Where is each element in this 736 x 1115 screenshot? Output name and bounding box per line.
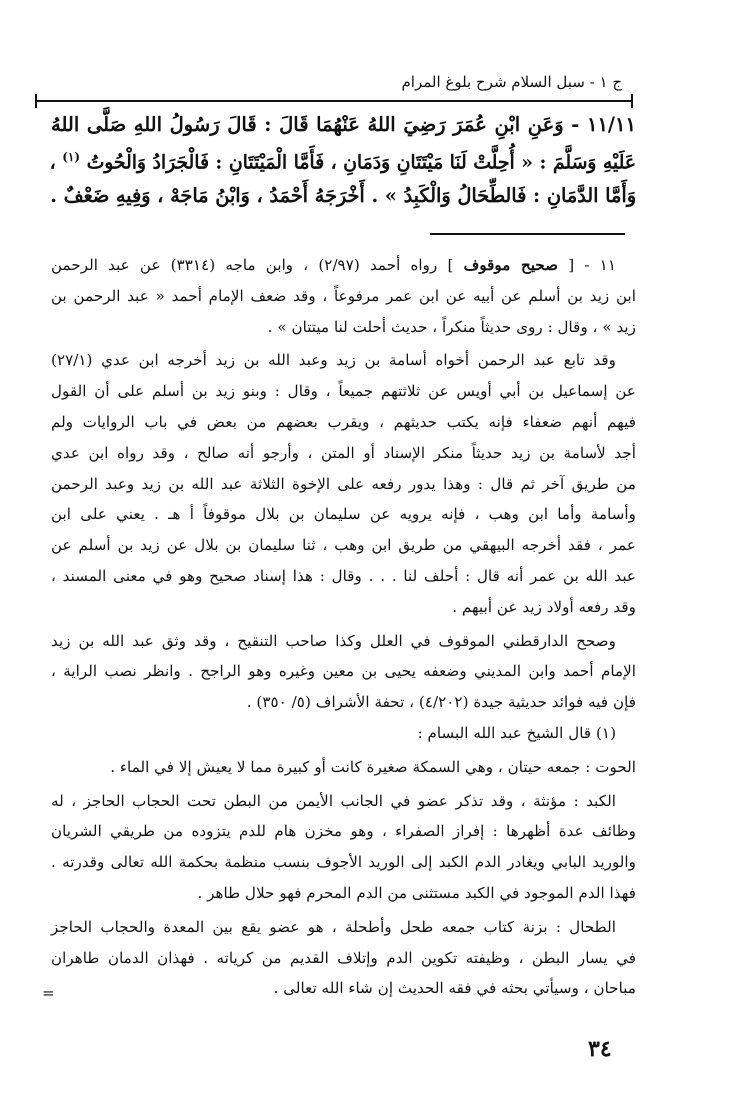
hadith-text <box>51 108 636 212</box>
footnote-line: الحوت : جمعه حيتان ، وهي السمكة صغيرة كانت أو كبيرة مما لا يعيش إلا في الماء . <box>110 757 636 776</box>
footnote-tihal <box>51 912 636 1004</box>
footnote-line: والوريد البابي ويغادر الدم الكبد إلى الوريد الأجوف بنسب منظمة بحكمة الله تعالى وقدرته . <box>51 853 636 872</box>
continuation-mark: = <box>42 984 55 1002</box>
hadith-line-text: عَلَيْهِ وَسَلَّمَ : « أُحِلَّتْ لَنَا مَيْتَتَانِ وَدَمَانِ ، فَأَمَّا الْمَيْتَتَانِ : فَالْجَرَادُ وَالْحُوتُ <box>86 151 636 174</box>
commentary-line <box>51 250 636 281</box>
footnote-marker: (١) <box>62 150 81 164</box>
commentary <box>51 250 636 1007</box>
section-divider <box>430 233 625 235</box>
takhrij-paragraph <box>51 250 636 342</box>
running-header: ج ١ - سبل السلام شرح بلوغ المرام <box>401 73 622 91</box>
commentary-line: فإن فيه فوائد حديثية جيدة (٤/٢٠٢) ، تحفة الأشراف (٥/ ٣٥٠) . <box>246 693 636 712</box>
commentary-line: وقد رفعه أولاد زيد عن أبيهم . <box>452 597 636 616</box>
commentary-line: عبد الله بن عمر أنه قال : أحلف لنا . . . وقال : هذا إسناد صحيح وهو في معنى المسند ، <box>51 566 636 585</box>
footnote-line: في يسار البطن ، وظيفته تكوين الدم وإتلاف القديم من كرياته . فهذان الدمان طاهران <box>51 948 636 967</box>
footnote-line: وظائف عدة أظهرها : إفراز الصفراء ، وهو مخزن هام للدم يتزوده من طريقي الشريان <box>51 822 636 841</box>
footnote-line: مباحان ، وسيأتي بحثه في فقه الحديث إن شاء الله تعالى . <box>273 979 636 998</box>
commentary-line: عن إسماعيل بن أبي أويس عن ثلاثتهم جميعاً ، وقال : وبنو زيد بن أسلم على أن القول <box>51 382 636 401</box>
commentary-line: ابن زيد بن أسلم عن أبيه عن ابن عمر مرفوعاً ، وقد ضعف الإمام أحمد « عبد الرحمن بن <box>51 286 636 305</box>
commentary-paragraph <box>51 345 636 622</box>
footnote-hut <box>51 752 636 783</box>
hadith-line <box>51 141 636 179</box>
header-rule-left-tick <box>35 94 37 108</box>
commentary-line: أجد لأسامة بن زيد حديثاً منكر الإسناد أو المتن ، وأرجو أنه صالح ، وقد رواه ابن عدي <box>51 443 636 462</box>
commentary-paragraph <box>51 626 636 749</box>
takhrij-text: ] رواه أحمد (٢/٩٧) ، وابن ماجه (٣٣١٤) عن عبد الرحمن <box>51 256 464 274</box>
commentary-line: وقد تابع عبد الرحمن أخواه أسامة بن زيد وعبد الله بن زيد أخرجه ابن عدي (٢٧/١) <box>51 351 616 370</box>
footnote-line: الكبد : مؤنثة ، وقد تذكر عضو في الجانب الأيمن من البطن تحت الحجاب الحاجز ، له <box>51 791 616 810</box>
header-rule-right-tick <box>631 94 633 108</box>
footnote-kabid <box>51 786 636 909</box>
commentary-line: زيد » ، وقال : روى حديثاً منكراً ، حديث أحلت لنا ميتتان » . <box>267 317 636 336</box>
commentary-line: من طريق آخر ثم قال : وهذا يدور رفعه على الإخوة الثلاثة عبد الله بن زيد وعبد الرحمن <box>51 474 636 493</box>
header-rule <box>35 100 633 102</box>
commentary-line: وأسامة وأما ابن وهب ، فإنه يرويه عن سليمان بن بلال موقوفاً أ هـ . يعني على ابن <box>51 505 636 524</box>
commentary-line: عمر ، فقد أخرجه البيهقي من طريق ابن وهب ، ثنا سليمان بن بلال عن زيد بن أسلم عن <box>51 536 636 555</box>
commentary-line: وصحح الدارقطني الموقوف في العلل وكذا صاحب التنقيح ، وقد وثق عبد الله بن زيد <box>51 631 616 650</box>
hadith-line: وَأَمَّا الدَّمَانِ : فَالطِّحَالُ وَالْكَبِدُ » . أَخْرَجَهُ أَحْمَدُ ، وَابْنُ مَاجَهْ ، وَفِيهِ ضَعْفٌ . <box>50 184 636 208</box>
hadith-line-tail: ، <box>49 151 56 174</box>
footnote-line: الطحال : بزنة كتاب جمعه طحل وأطحلة ، هو عضو يقع بين المعدة والحجاب الحاجز <box>51 917 616 936</box>
grading-label: صحيح موقوف <box>463 256 559 274</box>
footnote-intro: (١) قال الشيخ عبد الله البسام : <box>417 723 616 742</box>
page-number: ٣٤ <box>588 1036 612 1062</box>
footnote-line: فهذا الدم الموجود في الكبد مستثنى من الدم المحرم فهو حلال طاهر . <box>197 883 636 902</box>
hadith-line: ١١/١١ - وَعَنِ ابْنِ عُمَرَ رَضِيَ اللهُ عَنْهُمَا قَالَ : قَالَ رَسُولُ اللهِ صَلَّى اللهُ <box>51 113 636 136</box>
commentary-line: الإمام أحمد وابن المديني وضعفه يحيى بن معين وغيره وهو الراجح . وانظر نصب الراية ، <box>51 662 636 681</box>
takhrij-prefix: ١١ - [ <box>558 256 616 274</box>
commentary-line: فيهم أنهم ضعفاء فإنه يكتب حديثهم ، ويقرب بعضهم من بعض في باب الروايات ولم <box>51 412 636 431</box>
